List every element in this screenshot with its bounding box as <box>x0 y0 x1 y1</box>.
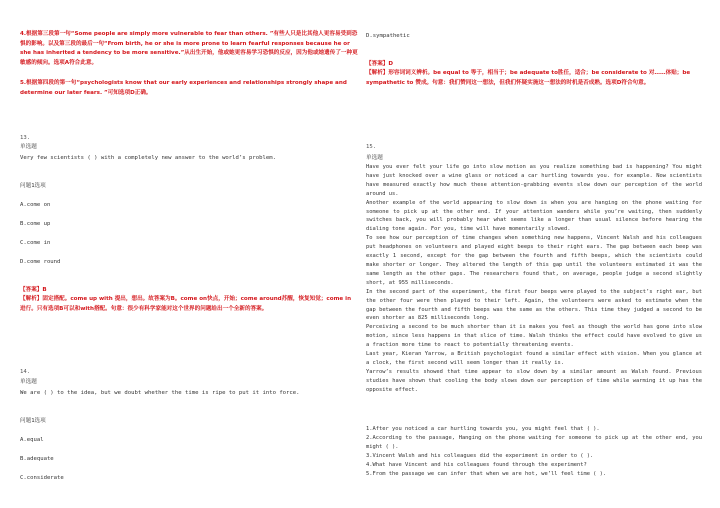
answer-explanation-5: 5.根据第四段的第一句“psychologists know that our early experiences and relationships strongly shape and determine our later fears. ”可知选项D正确。 <box>20 80 347 96</box>
answer-label: 【答案】D <box>366 61 394 67</box>
option-c: C.considerate <box>20 475 64 481</box>
reading-passage <box>366 163 702 395</box>
passage-paragraph: In the second part of the experiment, the first four beeps were played to the subject’s right ear, but the other four were then played to their left. Again, the volunteers were asked to estimate when the gap between the fourth and fifth beeps was the same as the others. This time they judged a second to be even shorter as 825 milliseconds long. <box>366 288 702 322</box>
question-stem: We are ( ) to the idea, but we doubt whether the time is ripe to put it into force. <box>20 390 300 396</box>
option-c: C.come in <box>20 240 51 246</box>
option-d: D.sympathetic <box>366 33 410 39</box>
sub-question: 5.From the passage we can infer that when we are hot, we’ll feel time ( ). <box>366 470 607 477</box>
answer-analysis: 【解析】形容词词义辨析。be equal to 等于，相当于；be adequate to胜任，适合；be considerate to 对……体贴；be sympathetic to 赞成。句意：我们赞同这一想法，但我们怀疑实施这一想法的时机是否成熟。选项D符合句意。 <box>366 70 691 86</box>
option-b: B.adequate <box>20 456 54 462</box>
sub-question: 1.After you noticed a car hurtling towards you, you might feel that ( ). <box>366 426 600 432</box>
passage-paragraph: To see how our perception of time changes when something new happens, Vincent Walsh and his colleagues put headphones on volunteers and played eight beeps to their right ears. The gap between each beep was exactly 1 second, except for the gap between the fourth and fifth beeps, which the scientists could make shorter or longer. They altered the length of this gap until the volunteers estimated it was the same length as the other gaps. The researchers found that, on average, people judge a second slightly short, at 955 milliseconds. <box>366 235 702 286</box>
question-stem: Very few scientists ( ) with a completely new answer to the world’s problem. <box>20 155 276 161</box>
passage-paragraph: Have you ever felt your life go into slow motion as you realize something bad is happening? You might have just knocked over a wine glass or noticed a car hurtling towards you. for example. Now scientists have measured exactly how much these attention-grabbing events slow down our perception of the world around us. <box>366 164 702 197</box>
option-d: D.come round <box>20 259 61 265</box>
sub-question: 3.Vincent Walsh and his colleagues did the experiment in order to ( ). <box>366 452 594 459</box>
option-a: A.come on <box>20 202 51 208</box>
answer-explanation-4: 4.根据第三段第一句“Some people are simply more vulnerable to fear than others. ”有些人只是比其他人更容易受到恐惧的影响。以及第三段的最后一句“From birth, he or she is more prone to learn fearful responses because he or she has inherited a tendency to be more sensitive.”从出生开始，他或她更容易学习恐惧的反应，因为他或她遗传了一种更敏感的倾向。选项A符合此意。 <box>20 31 358 66</box>
answer-label: 【答案】B <box>20 287 47 293</box>
options-heading: 问题1选项 <box>20 183 46 189</box>
passage-paragraph: Another example of the world appearing to slow down is when you are hanging on the phone waiting for someone to pick up at the other end. If your attention wanders while you’re waiting, then suddenly switches back, you will probably hear what seems like a longer than usual silence before hearing the dialing tone again. For you, time will have momentarily slowed. <box>366 199 702 233</box>
question-number: 15. <box>366 144 377 150</box>
answer-analysis: 【解析】固定搭配。come up with 提出，想出。故答案为B。come on快点，开始；come around苏醒，恢复知觉；come in 进行。只有选项B可以和with搭配。句意：很少有科学家能对这个世界的问题给出一个全新的答案。 <box>20 296 352 312</box>
options-heading: 问题1选项 <box>20 418 46 424</box>
passage-paragraph: Perceiving a second to be much shorter than it is makes you feel as though the world has gone into slow motion, since less happens in that slice of time. Walsh thinks the effect could have evolved to give us a fraction more time to react to potentially threatening events. <box>366 324 702 349</box>
question-number: 14. <box>20 369 31 375</box>
question-type: 单选题 <box>366 155 383 161</box>
sub-question: 2.According to the passage, Hanging on the phone waiting for someone to pick up at the other end, you might ( ). <box>366 434 702 450</box>
question-type: 单选题 <box>20 379 37 385</box>
question-number: 13. <box>20 135 31 141</box>
question-type: 单选题 <box>20 144 37 150</box>
passage-paragraph: Yarrow’s results showed that time appear to slow down by a similar amount as Walsh found. Previous studies have shown that cooling the body slows down our perception of time while warming it up has the opposite effect. <box>366 368 702 393</box>
option-a: A.equal <box>20 437 44 443</box>
option-b: B.come up <box>20 221 51 227</box>
comprehension-questions <box>366 425 702 478</box>
sub-question: 4.What have Vincent and his colleagues found through the experiment? <box>366 461 587 468</box>
passage-paragraph: Last year, Kieran Yarrow, a British psychologist found a similar effect with vision. When you glance at a clock, the first second will seem longer than it really is. <box>366 351 702 366</box>
